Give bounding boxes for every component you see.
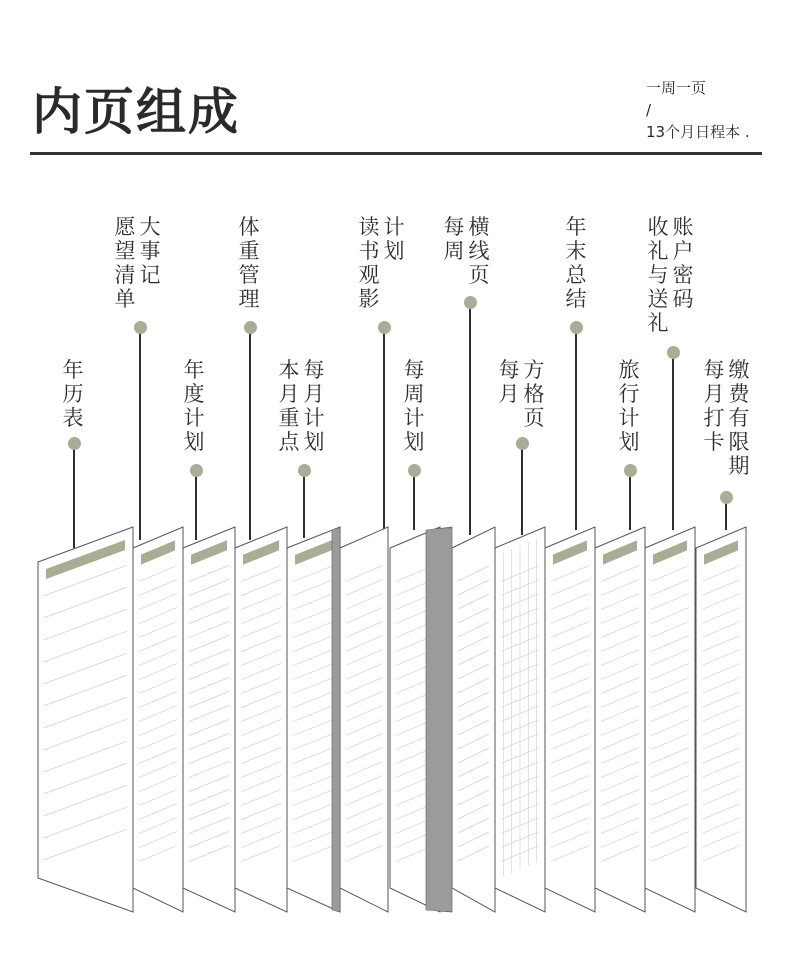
label-char: 事 <box>139 239 161 263</box>
label-char: 账 <box>672 215 694 239</box>
label-char: 总 <box>565 263 587 287</box>
label-char: 末 <box>565 239 587 263</box>
label-char: 期 <box>728 454 750 478</box>
label-char: 横 <box>468 215 490 239</box>
label-char: 计 <box>618 406 640 430</box>
label-char: 记 <box>139 263 161 287</box>
label-char: 度 <box>183 382 205 406</box>
label-char: 划 <box>303 430 325 454</box>
page-sheet <box>183 527 235 912</box>
label-char: 计 <box>303 406 325 430</box>
planner-page <box>38 527 133 912</box>
planner-page <box>495 527 545 912</box>
label-char: 旅 <box>618 358 640 382</box>
label-char: 重 <box>278 406 300 430</box>
planner-page <box>452 527 495 912</box>
page-title: 内页组成 <box>32 83 240 141</box>
label-char: 体 <box>238 215 260 239</box>
label-char: 与 <box>647 263 669 287</box>
label-char: 月 <box>278 382 300 406</box>
label-char: 卡 <box>703 430 725 454</box>
page-sheet <box>545 527 595 912</box>
label-char: 限 <box>728 430 750 454</box>
page-sheet <box>235 527 287 912</box>
planner-page <box>595 527 645 912</box>
label-char: 划 <box>618 430 640 454</box>
label-char: 结 <box>565 287 587 311</box>
label-char: 户 <box>672 239 694 263</box>
label-char: 管 <box>238 263 260 287</box>
page-sheet <box>595 527 645 912</box>
page-sheet <box>645 527 695 912</box>
label-char: 周 <box>443 239 465 263</box>
planner-page <box>545 527 595 912</box>
label-char: 表 <box>62 406 84 430</box>
label-char: 缴 <box>728 358 750 382</box>
label-char: 格 <box>523 382 545 406</box>
label-char: 清 <box>114 263 136 287</box>
label-char: 本 <box>278 358 300 382</box>
page-sheet <box>340 527 388 912</box>
planner-page <box>340 527 388 912</box>
label-char: 理 <box>238 287 260 311</box>
label-char: 每 <box>498 358 520 382</box>
label-char: 月 <box>703 382 725 406</box>
label-char: 费 <box>728 382 750 406</box>
label-char: 有 <box>728 406 750 430</box>
page-sheet <box>696 527 746 912</box>
label-char: 年 <box>62 358 84 382</box>
label-char: 方 <box>523 358 545 382</box>
label-char: 礼 <box>647 239 669 263</box>
label-char: 行 <box>618 382 640 406</box>
label-char: 收 <box>647 215 669 239</box>
label-char: 周 <box>403 382 425 406</box>
label-char: 划 <box>403 430 425 454</box>
label-char: 单 <box>114 287 136 311</box>
page-sheet <box>133 527 183 912</box>
planner-page <box>696 527 746 912</box>
label-char: 打 <box>703 406 725 430</box>
label-char: 页 <box>468 263 490 287</box>
label-char: 年 <box>565 215 587 239</box>
label-char: 读 <box>358 215 380 239</box>
label-char: 重 <box>238 239 260 263</box>
label-char: 观 <box>358 263 380 287</box>
label-char: 计 <box>383 215 405 239</box>
subtitle-line-2: / <box>646 101 652 119</box>
label-char: 计 <box>183 406 205 430</box>
planner-page <box>133 527 183 912</box>
label-char: 码 <box>672 287 694 311</box>
planner-page <box>645 527 695 912</box>
label-char: 影 <box>358 287 380 311</box>
label-char: 送 <box>647 287 669 311</box>
label-char: 大 <box>139 215 161 239</box>
label-char: 划 <box>183 430 205 454</box>
planner-page <box>235 527 287 912</box>
planner-page <box>183 527 235 912</box>
page-sheet <box>38 527 133 912</box>
label-char: 年 <box>183 358 205 382</box>
label-char: 每 <box>403 358 425 382</box>
label-char: 密 <box>672 263 694 287</box>
page-sheet <box>452 527 495 912</box>
label-char: 线 <box>468 239 490 263</box>
label-char: 划 <box>383 239 405 263</box>
label-char: 点 <box>278 430 300 454</box>
label-char: 书 <box>358 239 380 263</box>
label-char: 历 <box>62 382 84 406</box>
label-char: 愿 <box>114 215 136 239</box>
label-char: 每 <box>443 215 465 239</box>
label-char: 月 <box>498 382 520 406</box>
label-char: 礼 <box>647 311 669 335</box>
label-char: 页 <box>523 406 545 430</box>
label-char: 望 <box>114 239 136 263</box>
label-char: 月 <box>303 382 325 406</box>
subtitle-line-1: 一周一页 <box>646 79 707 97</box>
label-char: 每 <box>303 358 325 382</box>
subtitle-line-3: 13个月日程本 . <box>646 123 750 141</box>
label-char: 每 <box>703 358 725 382</box>
label-char: 计 <box>403 406 425 430</box>
